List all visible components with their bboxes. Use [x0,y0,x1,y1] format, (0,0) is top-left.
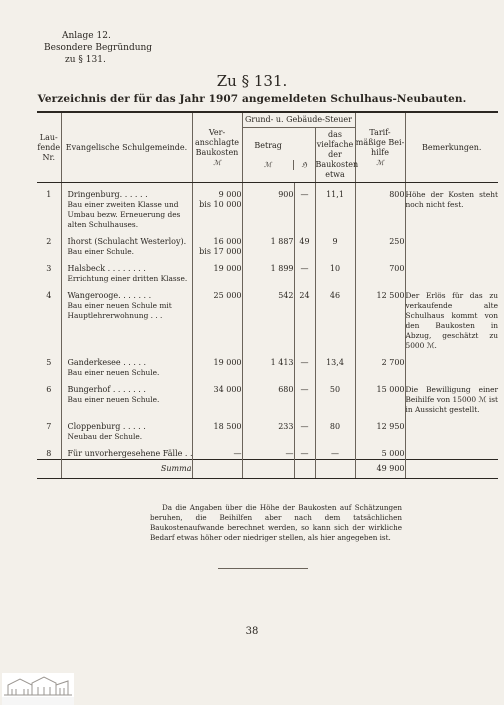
library-logo-icon [2,673,74,705]
project-description: Bau einer Schule. [67,247,135,256]
place-name: Cloppenburg . . . . . [67,422,146,431]
row-beihilfe: 15 000 [355,378,405,415]
row-pfennig: — [294,442,315,460]
row-betrag: 1 887 [242,230,294,257]
row-vielfache: 46 [315,284,355,351]
row-baukosten: 25 000 [192,284,242,351]
row-betrag: 542 [242,284,294,351]
row-gemeinde [61,284,192,351]
row-nr: 4 [46,291,52,300]
row-pfennig: — [294,183,315,231]
table-row [37,351,498,378]
row-gemeinde [61,378,192,415]
row-pfennig: — [294,378,315,415]
row-vielfache: — [315,442,355,460]
row-remark: Höhe der Kosten steht noch nicht fest. [405,183,498,231]
annex-note [44,30,152,66]
annex-reference: zu § 131. [65,55,106,65]
col-header-gemeinde: Evangelische Schulgemeinde. [61,112,192,183]
annex-subtitle: Besondere Begründung [44,43,153,53]
row-gemeinde [61,351,192,378]
row-nr: 2 [46,237,52,246]
row-beihilfe: 700 [355,257,405,284]
row-baukosten: — [192,442,242,460]
project-description: Errichtung einer dritten Klasse. [67,274,188,283]
row-nr: 1 [46,190,52,199]
row-nr: 6 [46,385,52,394]
place-name: Wangerooge. . . . . . . [67,291,152,300]
sum-beihilfe: 49 900 [355,460,405,479]
row-beihilfe: 5 000 [355,442,405,460]
school-building-table [37,111,498,479]
project-description: Bau einer neuen Schule. [67,395,160,404]
row-betrag: 1 899 [242,257,294,284]
separator-rule [218,568,308,569]
row-remark [405,257,498,284]
row-remark [405,230,498,257]
section-title: Zu § 131. [216,72,288,90]
sum-label: Summa [61,460,192,479]
row-beihilfe: 12 950 [355,415,405,442]
col-header-betrag: Betrag ℳ ℌ [242,128,315,183]
table-row [37,230,498,257]
row-betrag: 680 [242,378,294,415]
row-nr: 8 [46,449,52,458]
row-vielfache: 80 [315,415,355,442]
row-betrag: 233 [242,415,294,442]
table-row [37,257,498,284]
row-baukosten: 18 500 [192,415,242,442]
row-baukosten: 9 000 bis 10 000 [192,183,242,231]
row-remark [405,351,498,378]
row-pfennig: — [294,351,315,378]
project-description: Bau einer neuen Schule mit Hauptlehrerwohnung . . . [67,301,172,320]
row-vielfache: 13,4 [315,351,355,378]
row-remark [405,442,498,460]
place-name: Ihorst (Schulacht Westerloy). [67,237,187,246]
place-name: Dringenburg. . . . . . [67,190,148,199]
col-header-steuer-group: Grund- u. Gebäude-Steuer [242,112,355,128]
row-gemeinde [61,442,192,460]
row-vielfache: 50 [315,378,355,415]
row-baukosten: 19 000 [192,351,242,378]
row-betrag: 1 413 [242,351,294,378]
row-gemeinde [61,415,192,442]
row-baukosten: 34 000 [192,378,242,415]
row-vielfache: 11,1 [315,183,355,231]
row-remark: Der Erlös für das zu verkaufende alte Schulhaus kommt von den Baukosten in Abzug, geschätzt zu 5000 ℳ. [405,284,498,351]
row-nr: 3 [46,264,52,273]
col-header-beihilfe: Tarif- mäßige Bei- hilfe ℳ [355,112,405,183]
row-beihilfe: 800 [355,183,405,231]
row-betrag: 900 [242,183,294,231]
table-title: Verzeichnis der für das Jahr 1907 angemeldeten Schulhaus-Neubauten. [37,93,467,105]
col-header-vielfache: das vielfache der Baukosten etwa [315,128,355,183]
row-nr: 5 [46,358,52,367]
row-beihilfe: 250 [355,230,405,257]
row-beihilfe: 12 500 [355,284,405,351]
col-header-bemerkungen: Bemerkungen. [405,112,498,183]
place-name: Für unvorhergesehene Fälle . . [67,449,193,458]
place-name: Halsbeck . . . . . . . . [67,264,146,273]
row-pfennig: 24 [294,284,315,351]
row-remark: Die Bewilligung einer Beihilfe von 15000 ℳ ist in Aussicht gestellt. [405,378,498,415]
row-pfennig: — [294,257,315,284]
place-name: Bungerhof . . . . . . . [67,385,146,394]
annex-label: Anlage 12. [62,31,111,41]
row-beihilfe: 2 700 [355,351,405,378]
unit-mark-label: ℳ [213,158,221,167]
footnote: Da die Angaben über die Höhe der Baukosten auf Schätzungen beruhen, die Beihilfen aber nach dem tatsächlichen Baukostenaufwande berechnet werden, so kann sich der wirkliche Bedarf etwas höher oder niedriger stellen, als hier angegeben ist. [150,503,402,542]
row-betrag: — [242,442,294,460]
page-number: 38 [245,626,259,637]
row-baukosten: 19 000 [192,257,242,284]
table-row [37,442,498,460]
row-gemeinde [61,230,192,257]
row-gemeinde [61,183,192,231]
row-pfennig: — [294,415,315,442]
project-description: Bau einer neuen Schule. [67,368,160,377]
project-description: Bau einer zweiten Klasse und Umbau bezw. Erneuerung des alten Schulhauses. [67,200,181,229]
sum-row [37,460,498,479]
table-row [37,183,498,231]
col-header-nr: Lau- fende Nr. [37,112,61,183]
table-row [37,415,498,442]
table-row [37,378,498,415]
row-gemeinde [61,257,192,284]
col-header-baukosten: Ver- anschlagte Baukosten ℳ [192,112,242,183]
table-row [37,284,498,351]
row-vielfache: 10 [315,257,355,284]
row-pfennig: 49 [294,230,315,257]
row-nr: 7 [46,422,52,431]
row-remark [405,415,498,442]
row-vielfache: 9 [315,230,355,257]
row-baukosten: 16 000 bis 17 000 [192,230,242,257]
project-description: Neubau der Schule. [67,432,143,441]
place-name: Ganderkesee . . . . . [67,358,147,367]
